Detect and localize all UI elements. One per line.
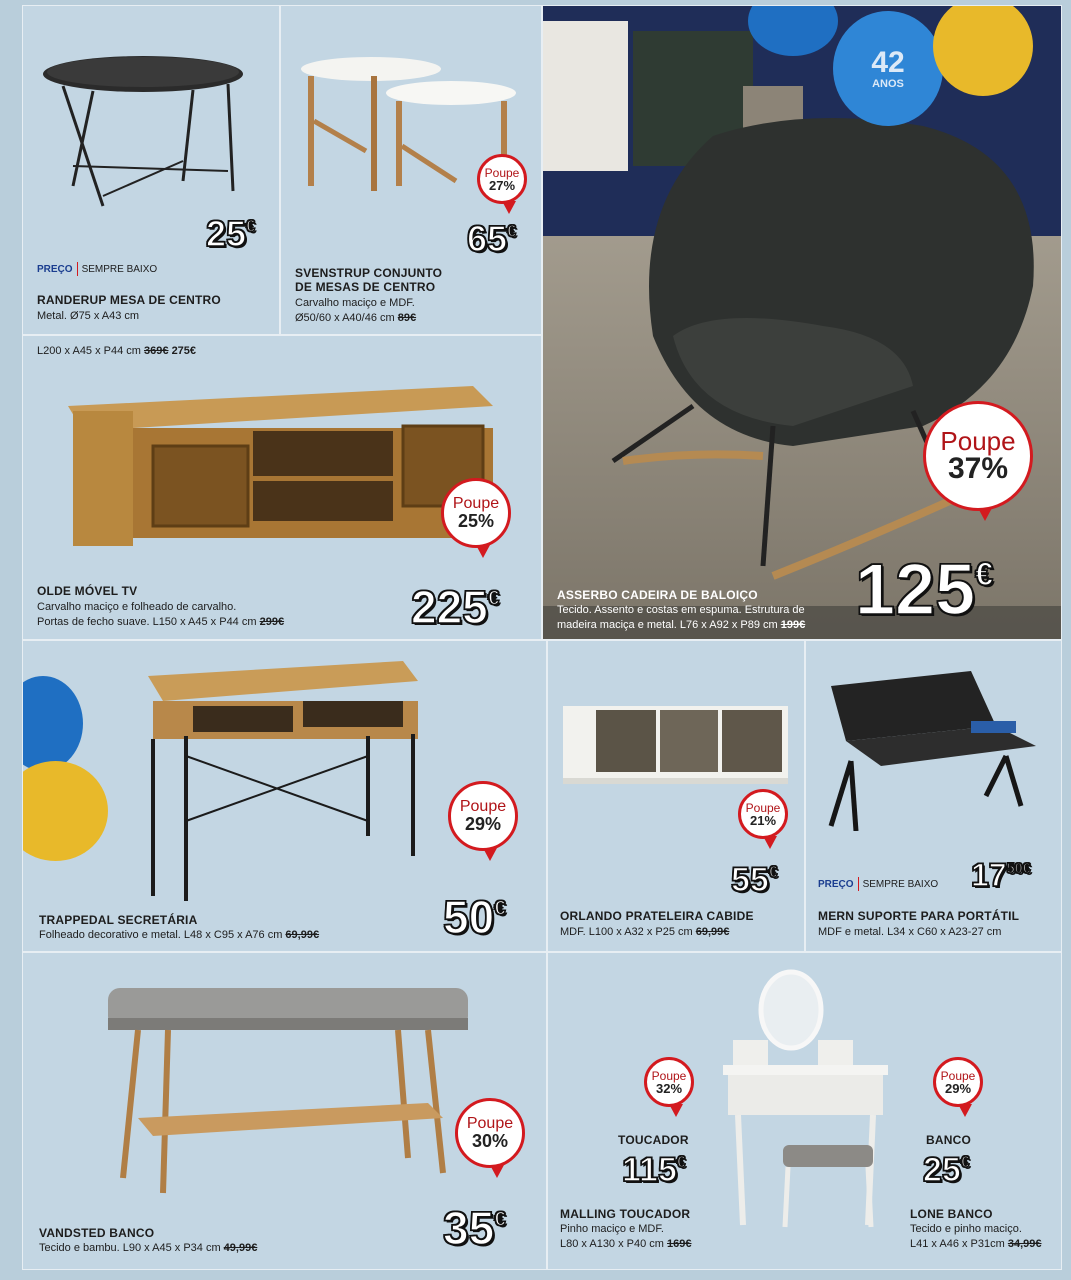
asserbo-desc-line1: Tecido. Assento e costas em espuma. Estrutura de [557,604,805,616]
balloon-gold-icon [22,761,108,861]
preco-sempre-baixo-label: PREÇO SEMPRE BAIXO [37,263,158,275]
olde-old-price: 299€ [259,616,285,628]
asserbo-room-photo [543,6,1062,640]
olde-top-line: L200 x A45 x P44 cm 369€ 275€ [37,345,197,357]
svenstrup-discount-badge: Poupe 27% [477,154,527,204]
lone-name: LONE BANCO [910,1207,993,1221]
svenstrup-desc-line2: Ø50/60 x A40/46 cm 89€ [295,312,417,324]
orlando-shelf-image [558,696,793,796]
product-asserbo[interactable] [542,5,1062,640]
olde-name: OLDE MÓVEL TV [37,584,138,598]
malling-old-price: 169€ [667,1238,692,1250]
mern-desc: MDF e metal. L34 x C60 x A23-27 cm [818,926,1002,938]
asserbo-discount-badge: Poupe 37% [923,401,1033,511]
vandsted-old-price: 49,99€ [223,1242,258,1254]
malling-dressing-table-image [713,965,913,1235]
lone-old-price: 34,99€ [1007,1238,1042,1250]
asserbo-desc-line2: madeira maciça e metal. L76 x A92 x P89 cm 199€ [557,619,806,631]
vandsted-desc: Tecido e bambu. L90 x A45 x P34 cm 49,99€ [39,1242,258,1254]
trappedal-desk-image [138,656,428,906]
product-randerup[interactable] [22,5,280,335]
malling-discount-badge: Poupe 32% [644,1057,694,1107]
lone-desc-line1: Tecido e pinho maciço. [910,1223,1022,1235]
trappedal-discount-badge: Poupe 29% [448,781,518,851]
trappedal-desc: Folheado decorativo e metal. L48 x C95 x A76 cm 69,99€ [39,929,320,941]
product-malling-lone[interactable] [547,952,1062,1270]
malling-desc-line1: Pinho maciço e MDF. [560,1223,664,1235]
svenstrup-old-price: 89€ [397,312,417,324]
asserbo-name: ASSERBO CADEIRA DE BALOIÇO [557,588,758,602]
product-mern[interactable] [805,640,1062,952]
product-vandsted[interactable] [22,952,547,1270]
olde-price: 225€ [411,581,500,633]
randerup-name: RANDERUP MESA DE CENTRO [37,293,221,307]
lone-desc-line2: L41 x A46 x P31cm 34,99€ [910,1238,1042,1250]
mern-laptop-stand-image [821,666,1046,831]
lone-sub-label: BANCO [926,1133,971,1147]
olde-tv-unit-image [63,366,503,556]
olde-desc-line2: Portas de fecho suave. L150 x A45 x P44 cm 299€ [37,616,285,628]
trappedal-price: 50€ [443,891,506,943]
vandsted-price: 35€ [443,1202,506,1254]
vandsted-bench-image [98,978,478,1203]
malling-name: MALLING TOUCADOR [560,1207,691,1221]
svenstrup-price: 65€ [467,218,517,259]
malling-price: 115€ [622,1151,686,1189]
lone-price: 25€ [923,1151,970,1189]
vandsted-name: VANDSTED BANCO [39,1226,155,1240]
randerup-desc: Metal. Ø75 x A43 cm [37,310,140,322]
mern-price: $17^{50€}$ [971,857,1031,893]
vandsted-discount-badge: Poupe 30% [455,1098,525,1168]
olde-desc-line1: Carvalho maciço e folheado de carvalho. [37,601,237,613]
svenstrup-name-line2: DE MESAS DE CENTRO [295,280,436,294]
product-orlando[interactable] [547,640,805,952]
svenstrup-name-line1: SVENSTRUP CONJUNTO [295,266,443,280]
lone-discount-badge: Poupe 29% [933,1057,983,1107]
malling-desc-line2: L80 x A130 x P40 cm 169€ [560,1238,692,1250]
svenstrup-desc-line1: Carvalho maciço e MDF. [295,297,415,309]
preco-sempre-baixo-label: PREÇO SEMPRE BAIXO [818,878,939,890]
trappedal-old-price: 69,99€ [285,929,320,941]
product-olde[interactable] [22,335,542,640]
asserbo-price: 125€ [855,550,994,630]
olde-discount-badge: Poupe 25% [441,478,511,548]
trappedal-name: TRAPPEDAL SECRETÁRIA [39,913,198,927]
balloon-blue-icon [22,676,83,771]
asserbo-old-price: 199€ [780,619,806,631]
orlando-discount-badge: Poupe 21% [738,789,788,839]
malling-sub-label: TOUCADOR [618,1133,689,1147]
orlando-name: ORLANDO PRATELEIRA CABIDE [560,909,754,923]
randerup-table-image [33,46,263,216]
orlando-price: 55€ [731,861,778,899]
orlando-old-price: 69,99€ [695,926,730,938]
product-trappedal[interactable] [22,640,547,952]
mern-name: MERN SUPORTE PARA PORTÁTIL [818,909,1020,923]
product-svenstrup[interactable] [280,5,542,335]
balloon-42-icon: 42 ANOS [833,11,943,126]
orlando-desc: MDF. L100 x A32 x P25 cm 69,99€ [560,926,730,938]
randerup-price: 25€ [206,213,256,254]
